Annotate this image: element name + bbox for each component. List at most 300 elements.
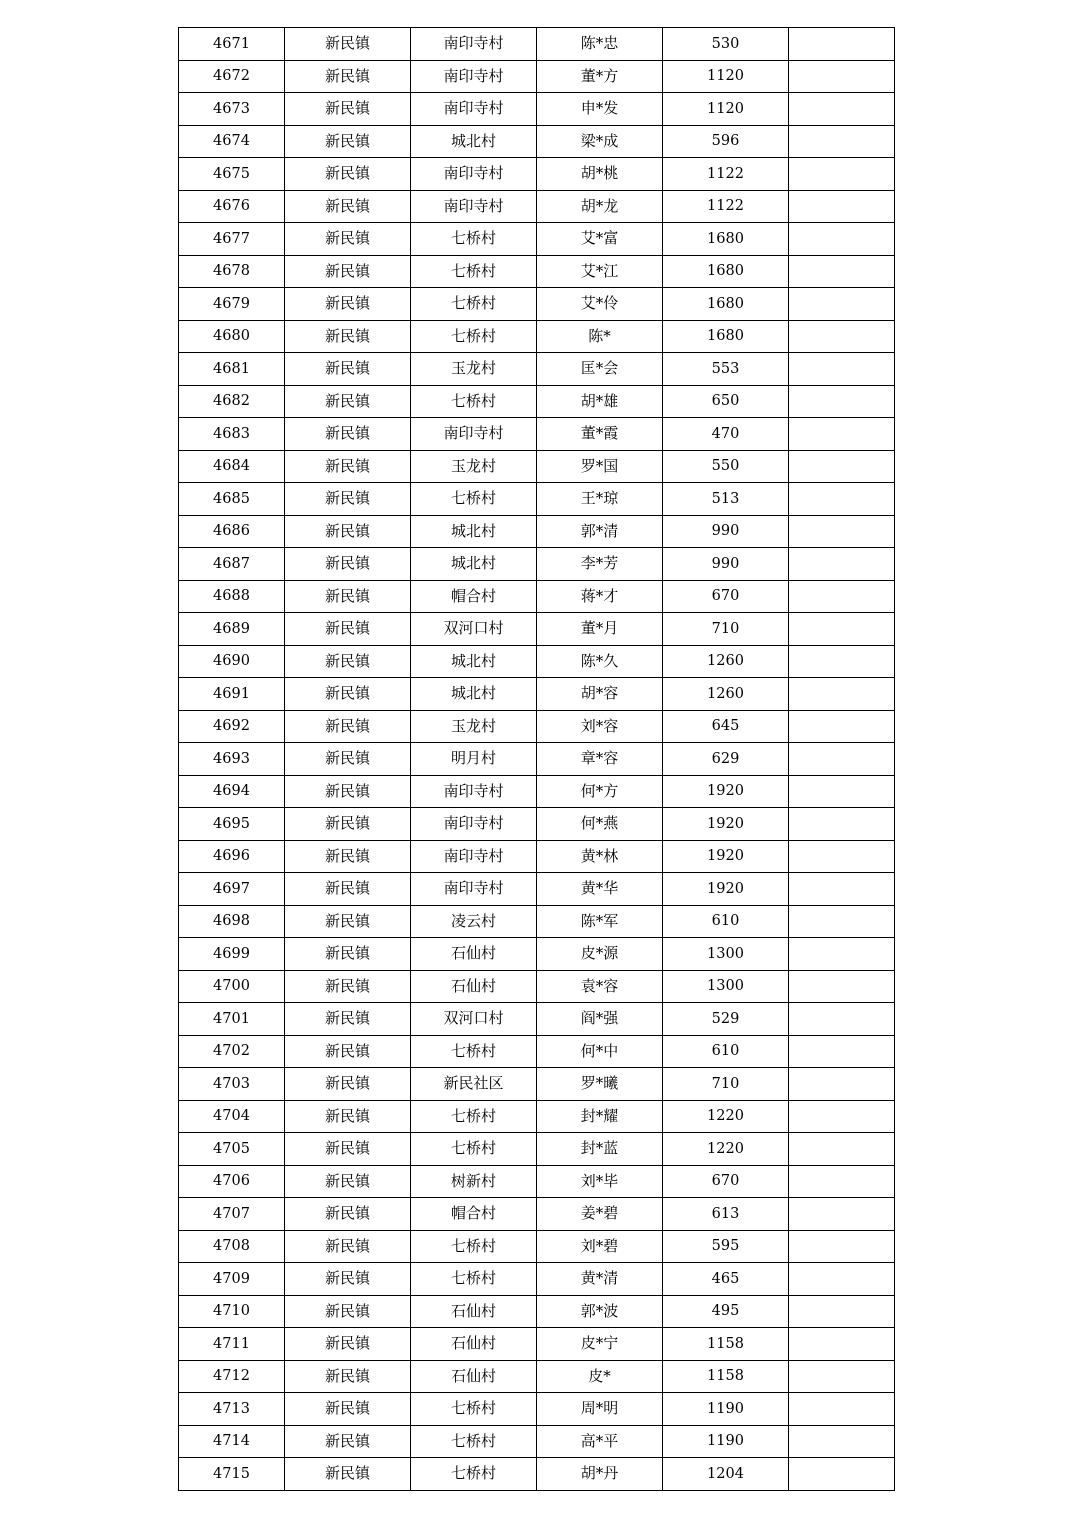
cell-town: 新民镇 [285,385,411,418]
cell-village: 帽合村 [411,580,537,613]
cell-amount: 1122 [663,190,789,223]
cell-serial-number: 4710 [179,1295,285,1328]
cell-person-name: 王*琼 [537,483,663,516]
cell-person-name: 姜*碧 [537,1198,663,1231]
table-row [179,1328,895,1361]
cell-person-name: 皮*源 [537,938,663,971]
cell-town: 新民镇 [285,580,411,613]
table-row [179,1295,895,1328]
cell-amount: 1680 [663,320,789,353]
cell-serial-number: 4700 [179,970,285,1003]
cell-village: 南印寺村 [411,93,537,126]
cell-village: 七桥村 [411,255,537,288]
cell-person-name: 黄*华 [537,873,663,906]
cell-serial-number: 4712 [179,1360,285,1393]
cell-amount: 530 [663,28,789,61]
cell-serial-number: 4673 [179,93,285,126]
cell-note [789,938,895,971]
cell-amount: 629 [663,743,789,776]
table-row [179,385,895,418]
cell-amount: 596 [663,125,789,158]
cell-person-name: 胡*雄 [537,385,663,418]
table-row [179,1458,895,1491]
cell-town: 新民镇 [285,60,411,93]
table-body [179,28,895,1491]
table-row [179,28,895,61]
cell-person-name: 胡*容 [537,678,663,711]
table-row [179,353,895,386]
cell-amount: 1260 [663,645,789,678]
cell-serial-number: 4698 [179,905,285,938]
cell-amount: 1190 [663,1425,789,1458]
cell-village: 南印寺村 [411,808,537,841]
cell-town: 新民镇 [285,1133,411,1166]
cell-village: 七桥村 [411,385,537,418]
table-row [179,1133,895,1166]
cell-person-name: 梁*成 [537,125,663,158]
cell-serial-number: 4703 [179,1068,285,1101]
cell-note [789,125,895,158]
cell-serial-number: 4674 [179,125,285,158]
cell-note [789,710,895,743]
cell-amount: 465 [663,1263,789,1296]
cell-note [789,515,895,548]
cell-town: 新民镇 [285,710,411,743]
cell-serial-number: 4677 [179,223,285,256]
cell-amount: 1122 [663,158,789,191]
cell-village: 玉龙村 [411,710,537,743]
cell-person-name: 黄*清 [537,1263,663,1296]
cell-town: 新民镇 [285,1003,411,1036]
cell-amount: 550 [663,450,789,483]
cell-note [789,743,895,776]
cell-note [789,1425,895,1458]
cell-person-name: 艾*富 [537,223,663,256]
cell-town: 新民镇 [285,28,411,61]
cell-amount: 1920 [663,808,789,841]
cell-serial-number: 4689 [179,613,285,646]
cell-town: 新民镇 [285,938,411,971]
cell-note [789,353,895,386]
cell-amount: 1680 [663,223,789,256]
cell-note [789,320,895,353]
cell-note [789,645,895,678]
cell-town: 新民镇 [285,93,411,126]
table-row [179,938,895,971]
cell-person-name: 袁*容 [537,970,663,1003]
cell-town: 新民镇 [285,255,411,288]
cell-person-name: 罗*曦 [537,1068,663,1101]
cell-amount: 553 [663,353,789,386]
cell-note [789,613,895,646]
cell-person-name: 匡*会 [537,353,663,386]
table-row [179,320,895,353]
cell-note [789,1003,895,1036]
cell-note [789,223,895,256]
cell-town: 新民镇 [285,548,411,581]
table-row [179,255,895,288]
cell-village: 城北村 [411,515,537,548]
cell-serial-number: 4708 [179,1230,285,1263]
table-row [179,1263,895,1296]
cell-town: 新民镇 [285,1295,411,1328]
cell-town: 新民镇 [285,1068,411,1101]
cell-amount: 610 [663,905,789,938]
cell-village: 南印寺村 [411,873,537,906]
table-row [179,775,895,808]
cell-village: 明月村 [411,743,537,776]
table-row [179,60,895,93]
cell-town: 新民镇 [285,483,411,516]
cell-note [789,580,895,613]
cell-note [789,28,895,61]
cell-village: 七桥村 [411,1425,537,1458]
cell-town: 新民镇 [285,515,411,548]
cell-village: 城北村 [411,645,537,678]
cell-amount: 710 [663,613,789,646]
cell-town: 新民镇 [285,450,411,483]
cell-town: 新民镇 [285,1360,411,1393]
cell-village: 树新村 [411,1165,537,1198]
table-row [179,1035,895,1068]
table-row [179,483,895,516]
cell-serial-number: 4713 [179,1393,285,1426]
cell-amount: 645 [663,710,789,743]
cell-amount: 495 [663,1295,789,1328]
cell-town: 新民镇 [285,288,411,321]
cell-note [789,450,895,483]
cell-town: 新民镇 [285,873,411,906]
cell-amount: 470 [663,418,789,451]
cell-village: 七桥村 [411,483,537,516]
cell-town: 新民镇 [285,1425,411,1458]
cell-serial-number: 4694 [179,775,285,808]
cell-village: 南印寺村 [411,158,537,191]
cell-person-name: 胡*龙 [537,190,663,223]
cell-person-name: 黄*林 [537,840,663,873]
cell-person-name: 申*发 [537,93,663,126]
cell-village: 南印寺村 [411,418,537,451]
cell-note [789,970,895,1003]
cell-serial-number: 4699 [179,938,285,971]
cell-serial-number: 4680 [179,320,285,353]
cell-serial-number: 4715 [179,1458,285,1491]
table-row [179,1003,895,1036]
cell-serial-number: 4701 [179,1003,285,1036]
cell-serial-number: 4685 [179,483,285,516]
cell-person-name: 罗*国 [537,450,663,483]
cell-person-name: 陈*军 [537,905,663,938]
table-row [179,223,895,256]
cell-town: 新民镇 [285,775,411,808]
cell-serial-number: 4684 [179,450,285,483]
cell-village: 帽合村 [411,1198,537,1231]
cell-person-name: 董*方 [537,60,663,93]
cell-note [789,1328,895,1361]
cell-amount: 1204 [663,1458,789,1491]
table-row [179,93,895,126]
cell-serial-number: 4711 [179,1328,285,1361]
cell-serial-number: 4704 [179,1100,285,1133]
cell-amount: 1158 [663,1360,789,1393]
cell-person-name: 李*芳 [537,548,663,581]
cell-note [789,1198,895,1231]
cell-person-name: 周*明 [537,1393,663,1426]
cell-serial-number: 4679 [179,288,285,321]
cell-village: 七桥村 [411,1133,537,1166]
cell-town: 新民镇 [285,1263,411,1296]
cell-village: 七桥村 [411,1230,537,1263]
cell-amount: 1300 [663,970,789,1003]
cell-serial-number: 4692 [179,710,285,743]
table-row [179,808,895,841]
cell-person-name: 章*容 [537,743,663,776]
cell-person-name: 胡*丹 [537,1458,663,1491]
cell-note [789,678,895,711]
cell-town: 新民镇 [285,1458,411,1491]
table-row [179,450,895,483]
cell-amount: 529 [663,1003,789,1036]
cell-note [789,1263,895,1296]
cell-town: 新民镇 [285,1035,411,1068]
cell-amount: 1680 [663,255,789,288]
cell-amount: 1920 [663,775,789,808]
table-row [179,418,895,451]
cell-serial-number: 4678 [179,255,285,288]
cell-serial-number: 4681 [179,353,285,386]
cell-person-name: 董*霞 [537,418,663,451]
table-row [179,710,895,743]
cell-note [789,1133,895,1166]
cell-town: 新民镇 [285,158,411,191]
cell-amount: 1260 [663,678,789,711]
cell-town: 新民镇 [285,840,411,873]
cell-village: 石仙村 [411,938,537,971]
cell-village: 新民社区 [411,1068,537,1101]
cell-note [789,158,895,191]
cell-village: 玉龙村 [411,353,537,386]
cell-serial-number: 4693 [179,743,285,776]
cell-person-name: 艾*江 [537,255,663,288]
cell-amount: 1120 [663,60,789,93]
cell-serial-number: 4706 [179,1165,285,1198]
cell-town: 新民镇 [285,353,411,386]
table-row [179,1068,895,1101]
cell-amount: 1220 [663,1133,789,1166]
cell-amount: 1300 [663,938,789,971]
cell-town: 新民镇 [285,1165,411,1198]
cell-amount: 1680 [663,288,789,321]
cell-person-name: 皮* [537,1360,663,1393]
table-row [179,158,895,191]
cell-person-name: 郭*清 [537,515,663,548]
cell-note [789,840,895,873]
cell-town: 新民镇 [285,1100,411,1133]
cell-amount: 710 [663,1068,789,1101]
cell-amount: 670 [663,580,789,613]
cell-serial-number: 4690 [179,645,285,678]
cell-town: 新民镇 [285,1198,411,1231]
cell-village: 双河口村 [411,1003,537,1036]
cell-town: 新民镇 [285,613,411,646]
cell-note [789,1458,895,1491]
cell-serial-number: 4709 [179,1263,285,1296]
cell-serial-number: 4676 [179,190,285,223]
cell-person-name: 郭*波 [537,1295,663,1328]
cell-note [789,775,895,808]
cell-town: 新民镇 [285,808,411,841]
cell-serial-number: 4682 [179,385,285,418]
table-row [179,580,895,613]
cell-village: 南印寺村 [411,840,537,873]
table-row [179,970,895,1003]
cell-town: 新民镇 [285,223,411,256]
table-row [179,645,895,678]
cell-amount: 1120 [663,93,789,126]
table-row [179,840,895,873]
cell-town: 新民镇 [285,905,411,938]
cell-serial-number: 4688 [179,580,285,613]
cell-person-name: 陈*久 [537,645,663,678]
cell-amount: 613 [663,1198,789,1231]
cell-village: 石仙村 [411,1295,537,1328]
cell-amount: 610 [663,1035,789,1068]
cell-amount: 990 [663,548,789,581]
cell-person-name: 董*月 [537,613,663,646]
cell-person-name: 皮*宁 [537,1328,663,1361]
cell-person-name: 陈*忠 [537,28,663,61]
cell-town: 新民镇 [285,743,411,776]
table-row [179,515,895,548]
cell-person-name: 封*耀 [537,1100,663,1133]
cell-note [789,1393,895,1426]
cell-person-name: 高*平 [537,1425,663,1458]
cell-serial-number: 4675 [179,158,285,191]
cell-town: 新民镇 [285,1393,411,1426]
cell-amount: 1220 [663,1100,789,1133]
cell-village: 七桥村 [411,1263,537,1296]
cell-amount: 595 [663,1230,789,1263]
cell-amount: 1920 [663,873,789,906]
table-row [179,288,895,321]
cell-amount: 650 [663,385,789,418]
table-row [179,125,895,158]
cell-person-name: 何*方 [537,775,663,808]
cell-note [789,905,895,938]
table-row [179,743,895,776]
cell-amount: 1158 [663,1328,789,1361]
table-row [179,1230,895,1263]
cell-serial-number: 4707 [179,1198,285,1231]
cell-person-name: 刘*容 [537,710,663,743]
cell-person-name: 何*中 [537,1035,663,1068]
cell-village: 城北村 [411,125,537,158]
cell-serial-number: 4671 [179,28,285,61]
cell-town: 新民镇 [285,645,411,678]
table-row [179,1360,895,1393]
cell-note [789,60,895,93]
cell-serial-number: 4683 [179,418,285,451]
cell-town: 新民镇 [285,1328,411,1361]
cell-town: 新民镇 [285,1230,411,1263]
cell-town: 新民镇 [285,320,411,353]
cell-note [789,1295,895,1328]
cell-village: 南印寺村 [411,60,537,93]
cell-serial-number: 4702 [179,1035,285,1068]
cell-serial-number: 4696 [179,840,285,873]
cell-note [789,483,895,516]
cell-person-name: 阎*强 [537,1003,663,1036]
cell-serial-number: 4691 [179,678,285,711]
table-row [179,678,895,711]
cell-note [789,548,895,581]
cell-person-name: 蒋*才 [537,580,663,613]
cell-person-name: 封*蓝 [537,1133,663,1166]
cell-serial-number: 4714 [179,1425,285,1458]
cell-village: 石仙村 [411,970,537,1003]
cell-person-name: 艾*伶 [537,288,663,321]
table-row [179,1198,895,1231]
table-row [179,1393,895,1426]
table-row [179,873,895,906]
cell-amount: 990 [663,515,789,548]
table-row [179,548,895,581]
cell-note [789,1100,895,1133]
cell-person-name: 胡*桃 [537,158,663,191]
cell-town: 新民镇 [285,190,411,223]
cell-person-name: 陈* [537,320,663,353]
cell-serial-number: 4705 [179,1133,285,1166]
cell-note [789,190,895,223]
cell-note [789,255,895,288]
cell-village: 七桥村 [411,1100,537,1133]
cell-amount: 670 [663,1165,789,1198]
cell-note [789,385,895,418]
cell-village: 双河口村 [411,613,537,646]
table-row [179,1100,895,1133]
cell-town: 新民镇 [285,418,411,451]
cell-village: 城北村 [411,548,537,581]
cell-town: 新民镇 [285,970,411,1003]
table-row [179,1425,895,1458]
cell-person-name: 何*燕 [537,808,663,841]
cell-village: 七桥村 [411,223,537,256]
cell-village: 七桥村 [411,288,537,321]
cell-note [789,808,895,841]
cell-village: 玉龙村 [411,450,537,483]
cell-serial-number: 4697 [179,873,285,906]
cell-village: 南印寺村 [411,28,537,61]
cell-amount: 1920 [663,840,789,873]
cell-village: 南印寺村 [411,775,537,808]
cell-town: 新民镇 [285,125,411,158]
cell-village: 七桥村 [411,320,537,353]
cell-village: 七桥村 [411,1035,537,1068]
cell-note [789,1360,895,1393]
cell-village: 七桥村 [411,1393,537,1426]
cell-serial-number: 4672 [179,60,285,93]
cell-note [789,418,895,451]
cell-village: 城北村 [411,678,537,711]
cell-note [789,1068,895,1101]
cell-note [789,873,895,906]
cell-serial-number: 4687 [179,548,285,581]
cell-person-name: 刘*碧 [537,1230,663,1263]
cell-note [789,1165,895,1198]
cell-note [789,93,895,126]
cell-amount: 1190 [663,1393,789,1426]
data-table [178,27,895,1491]
